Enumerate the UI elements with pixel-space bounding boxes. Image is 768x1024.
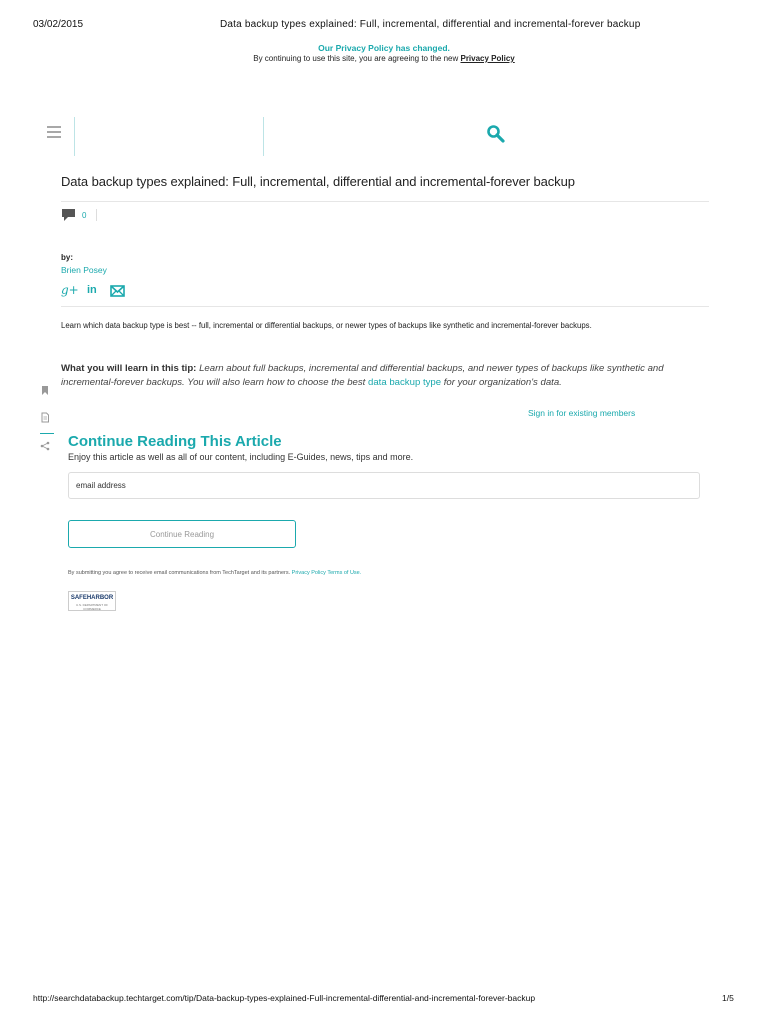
author-link[interactable]: Brien Posey [61, 265, 107, 275]
terms-of-use-link[interactable]: Terms of Use. [327, 570, 362, 576]
continue-reading-title: Continue Reading This Article [68, 433, 282, 450]
nav-divider [263, 117, 264, 156]
print-url: http://searchdatabackup.techtarget.com/tip/Data-backup-types-explained-Full-incremental-differential-and-incremental-forever-backup [33, 993, 536, 1003]
nav-divider [74, 117, 75, 156]
privacy-continue-notice [0, 54, 768, 63]
share-icon[interactable] [40, 438, 54, 456]
learn-text-end: for your organization's data. [443, 377, 562, 388]
linkedin-share-icon[interactable]: in [87, 284, 97, 296]
byline-label: by: [61, 253, 73, 262]
article-summary: Learn which data backup type is best -- full, incremental or differential backups, or newer types of backups like synthetic and incremental-forever backups. [61, 321, 592, 330]
sign-in-link[interactable]: Sign in for existing members [528, 408, 636, 418]
safe-harbor-title: SAFEHARBOR [70, 595, 114, 601]
learn-label: What you will learn in this tip: [61, 363, 197, 374]
continue-reading-subtitle: Enjoy this article as well as all of our content, including E-Guides, news, tips and more. [68, 452, 414, 462]
google-plus-share-icon[interactable]: g+ [61, 283, 79, 297]
bookmark-icon[interactable] [40, 383, 54, 401]
data-backup-type-link[interactable]: data backup type [368, 377, 442, 388]
side-toolbar [40, 383, 54, 456]
divider [61, 201, 709, 202]
comment-count[interactable]: 0 [82, 211, 87, 220]
privacy-continue-text: By continuing to use this site, you are agreeing to the new [253, 54, 459, 63]
learn-section [61, 362, 681, 390]
continue-reading-button[interactable]: Continue Reading [68, 520, 296, 548]
privacy-policy-link[interactable]: Privacy Policy [460, 54, 515, 63]
privacy-policy-footer-link[interactable]: Privacy Policy [291, 570, 326, 576]
hamburger-menu-icon[interactable] [47, 126, 61, 139]
disclaimer-text: By submitting you agree to receive email communications from TechTarget and its partners. [68, 570, 291, 576]
email-share-icon[interactable] [110, 284, 125, 296]
article-title: Data backup types explained: Full, incremental, differential and incremental-forever backup [61, 174, 575, 189]
divider [96, 209, 97, 221]
privacy-changed-notice: Our Privacy Policy has changed. [318, 43, 450, 53]
safe-harbor-subtitle: U.S. DEPARTMENT OF COMMERCE [75, 603, 108, 611]
learn-text: Learn about full backups, incremental and differential backups, and newer types of backups like synthetic and incremental-forever backups. You will also learn how to choose the best [61, 363, 664, 388]
comment-icon[interactable] [61, 208, 77, 222]
safe-harbor-badge [68, 591, 116, 611]
side-divider [40, 433, 54, 434]
email-input[interactable] [68, 472, 700, 499]
print-page-number: 1/5 [722, 993, 734, 1003]
divider [61, 306, 709, 307]
print-date: 03/02/2015 [33, 19, 84, 30]
print-title: Data backup types explained: Full, incremental, differential and incremental-forever backup [220, 19, 641, 30]
submission-disclaimer [68, 570, 361, 576]
document-icon[interactable] [40, 410, 54, 428]
search-icon[interactable] [486, 124, 506, 144]
